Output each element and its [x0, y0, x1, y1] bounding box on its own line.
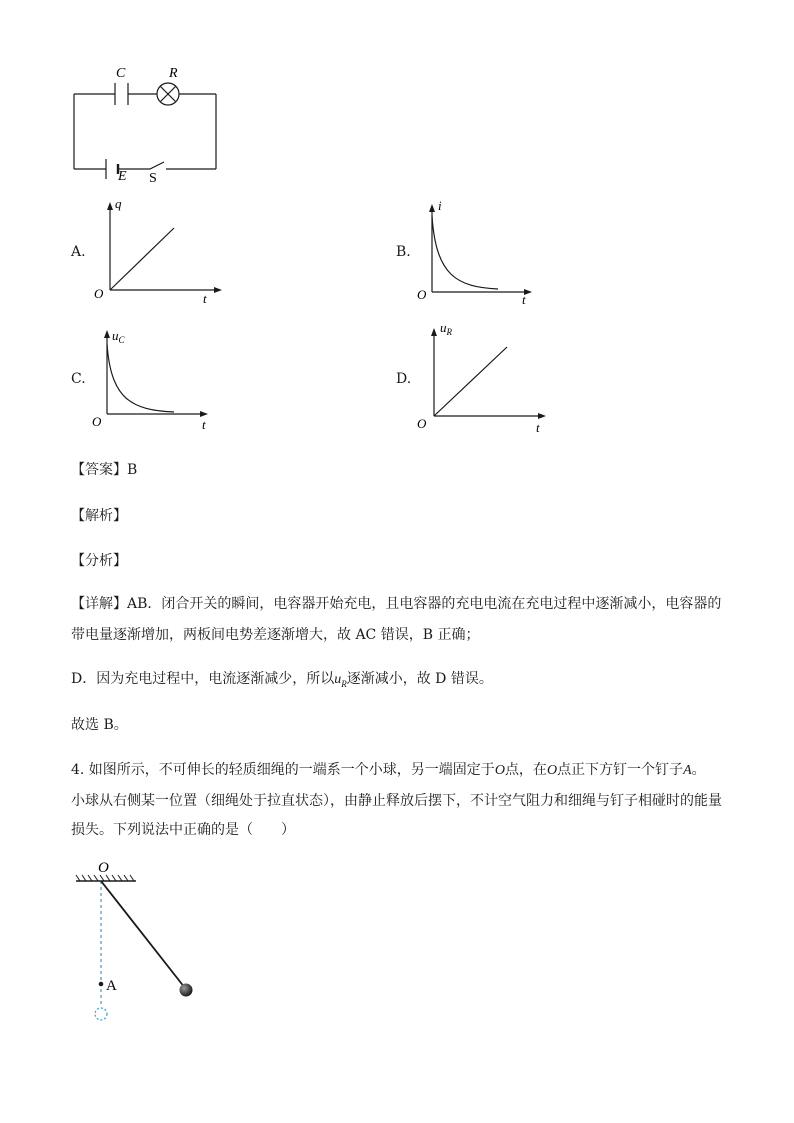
battery-label: E — [118, 169, 127, 184]
nail-label: A — [106, 978, 117, 994]
graph-b — [412, 196, 552, 306]
fenxi-tag: 【分析】 — [71, 553, 127, 569]
analysis-tag: 【解析】 — [71, 508, 127, 524]
detail-tag: 【详解】 — [71, 596, 127, 612]
graph-c-origin: O — [92, 414, 102, 429]
d-option-line — [71, 669, 493, 694]
d-text-pre: D．因为充电过程中，电流逐渐减少，所以 — [71, 671, 335, 687]
q4-text-d: 。 — [691, 762, 706, 778]
switch-label: S — [149, 171, 157, 186]
option-a-label: A. — [71, 244, 86, 260]
resistor-label: R — [169, 66, 178, 81]
q4-o1: O — [494, 763, 505, 778]
graph-b-xlabel: t — [522, 292, 526, 306]
q4-line-1 — [71, 760, 706, 781]
q4-text-b: 点，在 — [504, 762, 547, 778]
q4-a: A — [683, 763, 692, 778]
graph-a — [88, 196, 228, 306]
pivot-label: O — [98, 860, 109, 876]
q4-line-3: 损失。下列说法中正确的是（ ） — [71, 822, 295, 838]
graph-b-ylabel: i — [438, 198, 442, 213]
answer-line — [71, 460, 137, 480]
option-c-label: C. — [71, 371, 86, 387]
graph-c-xlabel: t — [202, 417, 206, 432]
pendulum-diagram — [68, 833, 208, 1028]
circuit-diagram — [60, 58, 230, 188]
graph-d-xlabel: t — [536, 420, 540, 435]
option-d-label: D. — [396, 371, 412, 387]
q4-text-a: 4. 如图所示，不可伸长的轻质细绳的一端系一个小球，另一端固定于 — [71, 762, 495, 778]
graph-b-origin: O — [417, 287, 427, 302]
answer-value: B — [127, 462, 138, 478]
answer-tag: 【答案】 — [71, 462, 127, 478]
d-var-sub: R — [341, 678, 347, 689]
graph-a-ylabel: q — [115, 196, 122, 211]
graph-d-origin: O — [417, 416, 427, 431]
graph-d — [412, 318, 562, 436]
capacitor-label: C — [116, 66, 126, 81]
d-var: u — [334, 672, 342, 687]
q4-text-c: 点正下方钉一个钉子 — [557, 762, 684, 778]
d-text-post: 逐渐减小，故 D 错误。 — [346, 671, 493, 687]
graph-a-origin: O — [94, 286, 104, 301]
option-b-label: B. — [396, 244, 411, 260]
graph-a-xlabel: t — [203, 291, 207, 306]
graph-c — [88, 322, 228, 434]
q4-line-2: 小球从右侧某一位置（细绳处于拉直状态），由静止释放后摆下，不计空气阻力和细绳与钉子相碰时的能量 — [71, 793, 722, 809]
detail-line-1 — [71, 594, 721, 614]
conclusion: 故选 B。 — [71, 717, 128, 733]
graph-d-ylabel: $u_R$ — [440, 320, 452, 337]
graph-c-ylabel: $u_C$ — [112, 328, 125, 345]
detail-text-1: AB．闭合开关的瞬间，电容器开始充电，且电容器的充电电流在充电过程中逐渐减小，电容器的 — [127, 596, 722, 612]
detail-line-2: 带电量逐渐增加，两板间电势差逐渐增大，故 AC 错误，B 正确； — [71, 627, 480, 643]
q4-o2: O — [546, 763, 558, 778]
